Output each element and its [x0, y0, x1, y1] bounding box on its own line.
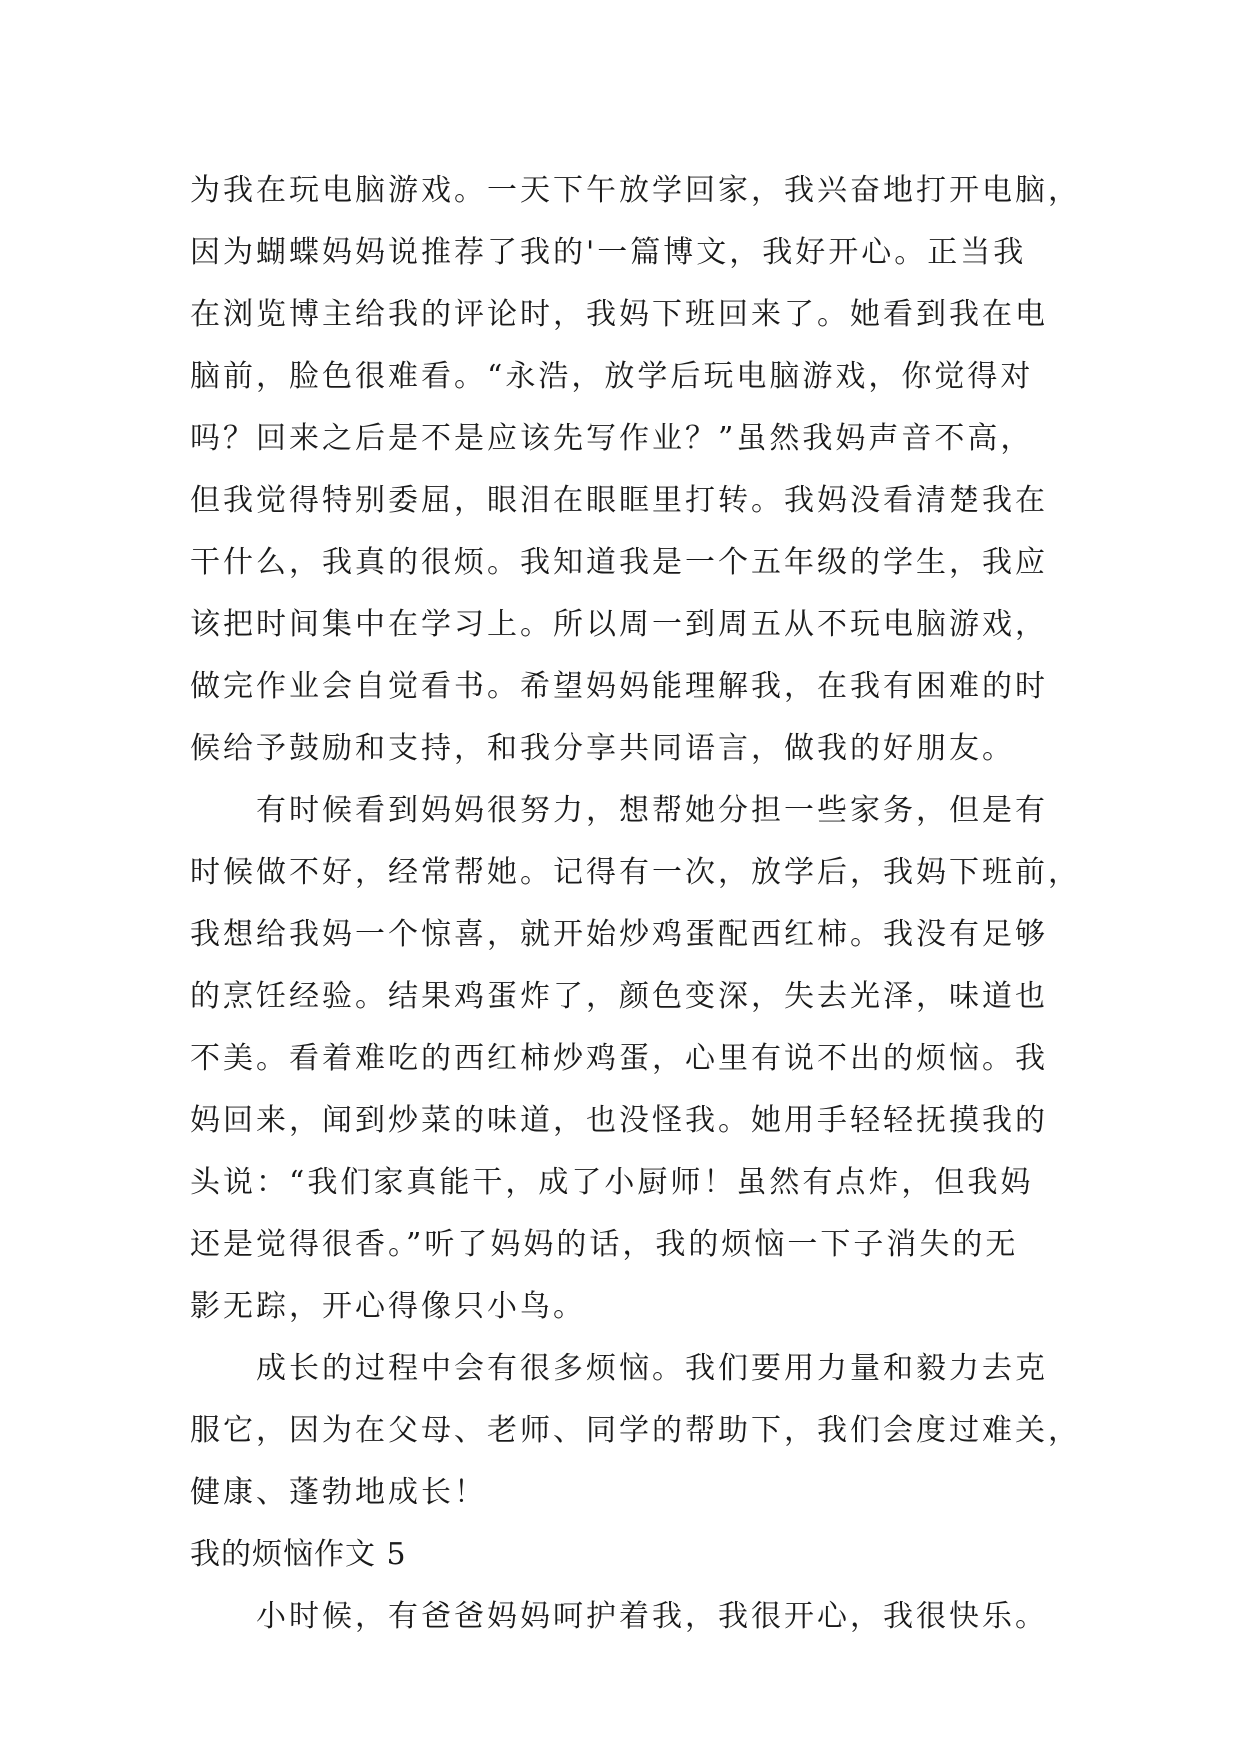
text-line: 成长的过程中会有很多烦恼。我们要用力量和毅力去克 — [256, 1351, 1048, 1386]
text-line: 因为蝴蝶妈妈说推荐了我的'一篇博文，我好开心。正当我 — [190, 235, 1027, 270]
section-heading: 我的烦恼作文 5 — [190, 1537, 407, 1572]
text-line: 影无踪，开心得像只小鸟。 — [190, 1289, 586, 1324]
text-line: 我想给我妈一个惊喜，就开始炒鸡蛋配西红柿。我没有足够 — [190, 917, 1048, 952]
text-line: 头说：“我们家真能干，成了小厨师！虽然有点炸，但我妈 — [190, 1165, 1034, 1200]
text-line: 该把时间集中在学习上。所以周一到周五从不玩电脑游戏， — [190, 607, 1048, 642]
text-line: 妈回来，闻到炒菜的味道，也没怪我。她用手轻轻抚摸我的 — [190, 1103, 1048, 1138]
text-line: 小时候，有爸爸妈妈呵护着我，我很开心，我很快乐。 — [256, 1599, 1048, 1634]
text-line: 脑前，脸色很难看。“永浩，放学后玩电脑游戏，你觉得对 — [190, 359, 1034, 394]
text-line: 候给予鼓励和支持，和我分享共同语言，做我的好朋友。 — [190, 731, 1015, 766]
text-line: 做完作业会自觉看书。希望妈妈能理解我，在我有困难的时 — [190, 669, 1048, 704]
text-line: 干什么，我真的很烦。我知道我是一个五年级的学生，我应 — [190, 545, 1048, 580]
text-line: 健康、蓬勃地成长！ — [190, 1475, 487, 1510]
paragraph-2 — [190, 780, 1080, 1338]
paragraph-1 — [190, 160, 1080, 780]
text-line: 的烹饪经验。结果鸡蛋炸了，颜色变深，失去光泽，味道也 — [190, 979, 1048, 1014]
text-line: 为我在玩电脑游戏。一天下午放学回家，我兴奋地打开电脑， — [190, 173, 1081, 208]
text-line: 有时候看到妈妈很努力，想帮她分担一些家务，但是有 — [256, 793, 1048, 828]
text-line: 不美。看着难吃的西红柿炒鸡蛋，心里有说不出的烦恼。我 — [190, 1041, 1048, 1076]
text-line: 在浏览博主给我的评论时，我妈下班回来了。她看到我在电 — [190, 297, 1048, 332]
paragraph-3 — [190, 1338, 1080, 1524]
text-line: 服它，因为在父母、老师、同学的帮助下，我们会度过难关， — [190, 1413, 1081, 1448]
text-line: 吗？回来之后是不是应该先写作业？”虽然我妈声音不高， — [190, 421, 1034, 456]
text-line: 时候做不好，经常帮她。记得有一次，放学后，我妈下班前， — [190, 855, 1081, 890]
text-line: 但我觉得特别委屈，眼泪在眼眶里打转。我妈没看清楚我在 — [190, 483, 1048, 518]
text-line: 还是觉得很香。”听了妈妈的话，我的烦恼一下子消失的无 — [190, 1227, 1019, 1262]
paragraph-4 — [190, 1586, 1080, 1648]
document-body — [190, 160, 1080, 1648]
